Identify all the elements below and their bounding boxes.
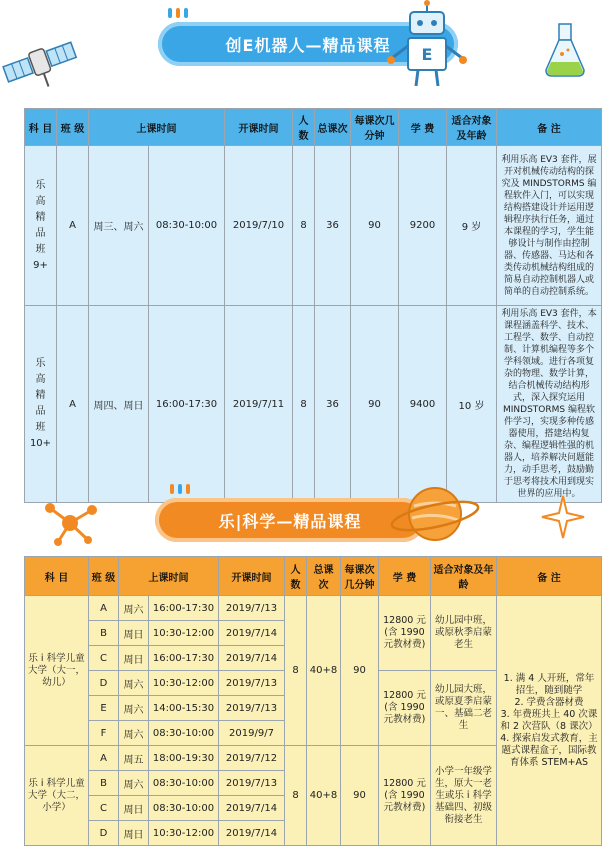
- header-minutes: 每课次几分钟: [341, 557, 379, 596]
- subject-char: 精: [35, 211, 46, 223]
- age-cell: 小学一年级学生，原大一老生或乐 i 科学基础四、初级衔接老生: [431, 746, 497, 846]
- day-cell: 周六: [119, 596, 149, 621]
- class-cell: C: [89, 796, 119, 821]
- header-minutes: 每课次几分钟: [351, 109, 399, 146]
- subject-char: 高: [35, 195, 46, 207]
- day-cell: 周六: [119, 721, 149, 746]
- days-cell: 周三、周六: [89, 146, 149, 306]
- satellite-icon: [0, 28, 80, 98]
- fee-cell: 9400: [399, 306, 447, 503]
- header-age: 适合对象及年龄: [431, 557, 497, 596]
- minutes-cell: 90: [351, 306, 399, 503]
- day-cell: 周日: [119, 821, 149, 846]
- subject-cell: 乐 i 科学儿童大学（大一，幼儿）: [25, 596, 89, 746]
- decor-dots: [168, 8, 188, 18]
- sparkle-icon: [540, 494, 586, 540]
- header-people: 人 数: [285, 557, 307, 596]
- subject-char: 班: [35, 422, 46, 433]
- header-schedule: 上课时间: [89, 109, 225, 146]
- header-fee: 学 费: [399, 109, 447, 146]
- table-header-row: [25, 557, 602, 596]
- time-cell: 08:30-10:00: [149, 721, 219, 746]
- fee-cell: 9200: [399, 146, 447, 306]
- age-cell: 幼儿园大班，或原夏季启蒙一、基础二老生: [431, 671, 497, 746]
- time-cell: 10:30-12:00: [149, 671, 219, 696]
- age-cell: 幼儿园中班，或原秋季启蒙老生: [431, 596, 497, 671]
- time-cell: 14:00-15:30: [149, 696, 219, 721]
- class-cell: A: [57, 306, 89, 503]
- subject-cell: 乐 i 科学儿童大学（大二，小学）: [25, 746, 89, 846]
- svg-text:E: E: [421, 45, 433, 64]
- class-cell: E: [89, 696, 119, 721]
- minutes-cell: 90: [341, 746, 379, 846]
- planet-icon: [390, 476, 480, 554]
- minutes-cell: 90: [351, 146, 399, 306]
- sessions-cell: 40+8: [307, 596, 341, 746]
- header-age: 适合对象及年龄: [447, 109, 497, 146]
- start-cell: 2019/7/10: [225, 146, 293, 306]
- subject-char: 品: [35, 227, 46, 239]
- minutes-cell: 90: [341, 596, 379, 746]
- note-cell: 利用乐高 EV3 套件，展开对机械传动结构的探究及 MINDSTORMS 编程软件入门，可以实现结构搭建设计并运用逻辑程序执行任务，通过本课程的学习，学生能够设计与制作由控制器、传感器、马达和各类传动机械结构组成的简易自动控制机器人或简单的自动控制系统。: [497, 146, 602, 306]
- class-cell: B: [89, 621, 119, 646]
- subject-char: 班: [35, 243, 46, 255]
- time-cell: 10:30-12:00: [149, 821, 219, 846]
- subject-char: 10+: [29, 438, 52, 449]
- start-cell: 2019/7/13: [219, 696, 285, 721]
- note-line: 4. 探索启发式教育，主题式课程盒子，国际教育体系 STEM+AS: [500, 732, 598, 768]
- people-cell: 8: [285, 596, 307, 746]
- time-cell: 08:30-10:00: [149, 796, 219, 821]
- header-note: 备 注: [497, 109, 602, 146]
- subject-char: 乐: [35, 179, 46, 191]
- subject-char: 9+: [33, 259, 48, 271]
- time-cell: 16:00-17:30: [149, 596, 219, 621]
- people-cell: 8: [293, 306, 315, 503]
- section2-title: 乐|科学—精品课程: [218, 511, 362, 531]
- subject-cell: [25, 146, 57, 306]
- class-cell: B: [89, 771, 119, 796]
- time-cell: 10:30-12:00: [149, 621, 219, 646]
- table-header-row: [25, 109, 602, 146]
- time-cell: 08:30-10:00: [149, 146, 225, 306]
- class-cell: C: [89, 646, 119, 671]
- subject-cell: [25, 306, 57, 503]
- header-fee: 学 费: [379, 557, 431, 596]
- molecule-icon: [40, 498, 100, 548]
- header-subject: 科 目: [25, 557, 89, 596]
- start-cell: 2019/7/13: [219, 596, 285, 621]
- robot-course-table: [24, 108, 602, 503]
- day-cell: 周日: [119, 796, 149, 821]
- start-cell: 2019/7/13: [219, 771, 285, 796]
- people-cell: 8: [293, 146, 315, 306]
- header-start: 开课时间: [225, 109, 293, 146]
- start-cell: 2019/7/13: [219, 671, 285, 696]
- class-cell: F: [89, 721, 119, 746]
- time-cell: 16:00-17:30: [149, 646, 219, 671]
- note-line: 1. 满 4 人开班，常年招生，随到随学: [503, 672, 595, 696]
- fee-cell: 12800 元(含 1990 元教材费): [379, 746, 431, 846]
- subject-char: 高: [35, 374, 46, 385]
- start-cell: 2019/7/11: [225, 306, 293, 503]
- note-cell: 利用乐高 EV3 套件，本课程涵盖科学、技术、工程学、数学、自动控制、计算机编程等多个学科领域。进行各项复杂的物理、数学计算，结合机械传动结构形式，深入探究运用 MINDSTORMS 编程软件学习，实现多种传感器使用，搭建结构复杂、编程逻辑性强的机器人，培养解决问题能力，动手思考，鼓励勤于思考将技术用到现实世界的应用中。: [497, 306, 602, 503]
- day-cell: 周日: [119, 621, 149, 646]
- header-start: 开课时间: [219, 557, 285, 596]
- header-class: 班 级: [89, 557, 119, 596]
- start-cell: 2019/7/12: [219, 746, 285, 771]
- table-row: [25, 146, 602, 306]
- header-sessions: 总课次: [307, 557, 341, 596]
- robot-icon: [382, 0, 472, 92]
- header-note: 备 注: [497, 557, 602, 596]
- class-cell: A: [57, 146, 89, 306]
- decor-dots: [170, 484, 190, 494]
- header-schedule: 上课时间: [119, 557, 219, 596]
- class-cell: A: [89, 596, 119, 621]
- start-cell: 2019/7/14: [219, 796, 285, 821]
- age-cell: 9 岁: [447, 146, 497, 306]
- time-cell: 08:30-10:00: [149, 771, 219, 796]
- class-cell: D: [89, 671, 119, 696]
- sessions-cell: 36: [315, 306, 351, 503]
- day-cell: 周六: [119, 671, 149, 696]
- people-cell: 8: [285, 746, 307, 846]
- day-cell: 周六: [119, 696, 149, 721]
- science-course-table: [24, 556, 602, 846]
- start-cell: 2019/7/14: [219, 821, 285, 846]
- day-cell: 周日: [119, 646, 149, 671]
- note-cell: [497, 596, 602, 846]
- header-people: 人 数: [293, 109, 315, 146]
- start-cell: 2019/7/14: [219, 621, 285, 646]
- age-cell: 10 岁: [447, 306, 497, 503]
- header-subject: 科 目: [25, 109, 57, 146]
- section1-title: 创E机器人—精品课程: [225, 35, 391, 55]
- header-sessions: 总课次: [315, 109, 351, 146]
- days-cell: 周四、周日: [89, 306, 149, 503]
- subject-char: 乐: [35, 358, 46, 369]
- start-cell: 2019/9/7: [219, 721, 285, 746]
- header-class: 班 级: [57, 109, 89, 146]
- day-cell: 周六: [119, 771, 149, 796]
- time-cell: 18:00-19:30: [149, 746, 219, 771]
- note-line: 2. 学费含器材费: [514, 696, 584, 708]
- sessions-cell: 40+8: [307, 746, 341, 846]
- section2-title-banner: [155, 498, 425, 542]
- fee-cell: 12800 元(含 1990 元教材费): [379, 596, 431, 671]
- note-line: 3. 年费班共上 40 次课和 2 次营队（8 课次）: [500, 708, 598, 732]
- class-cell: D: [89, 821, 119, 846]
- sessions-cell: 36: [315, 146, 351, 306]
- subject-char: 品: [35, 406, 46, 417]
- flask-icon: [540, 20, 590, 80]
- start-cell: 2019/7/14: [219, 646, 285, 671]
- day-cell: 周五: [119, 746, 149, 771]
- table-row: [25, 596, 602, 621]
- fee-cell: 12800 元(含 1990 元教材费): [379, 671, 431, 746]
- subject-char: 精: [35, 390, 46, 401]
- table-row: [25, 306, 602, 503]
- time-cell: 16:00-17:30: [149, 306, 225, 503]
- class-cell: A: [89, 746, 119, 771]
